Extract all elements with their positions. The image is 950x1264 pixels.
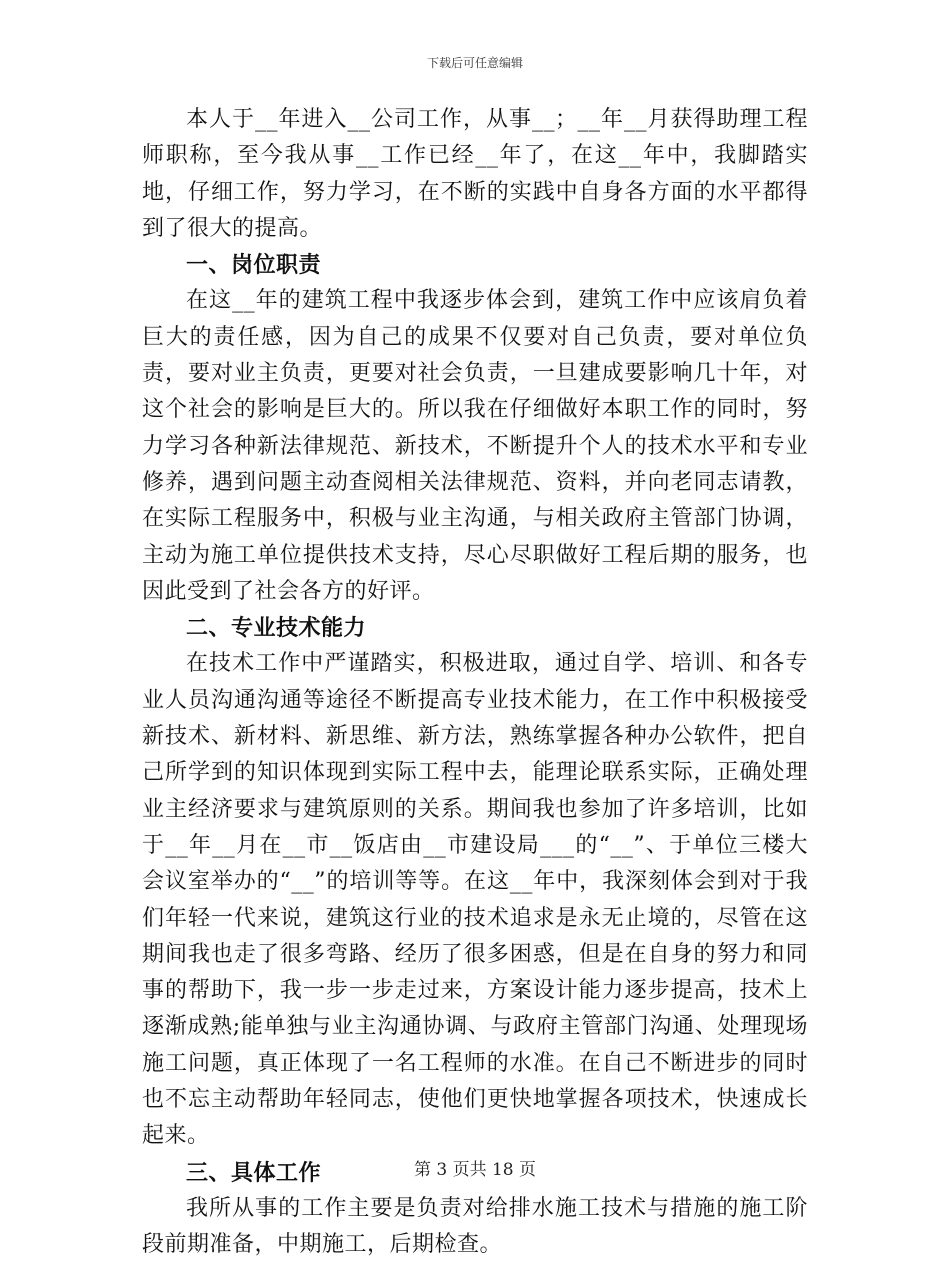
section-paragraph-technical-ability: 在技术工作中严谨踏实，积极进取，通过自学、培训、和各专业人员沟通沟通等途径不断提高专业技术能力，在工作中积极接受新技术、新材料、新思维、新方法，熟练掌握各种办公软件，把自己所学到的知识体现到实际工程中去，能理论联系实际，正确处理业主经济要求与建筑原则的关系。期间我也参加了许多培训，比如于__年__月在__市__饭店由__市建设局___的“__”、于单位三楼大会议室举办的“__”的培训等等。在这__年中，我深刻体会到对于我们年轻一代来说，建筑这行业的技术追求是永无止境的，尽管在这期间我也走了很多弯路、经历了很多困惑，但是在自身的努力和同事的帮助下，我一步一步走过来，方案设计能力逐步提高，技术上逐渐成熟;能单独与业主沟通协调、与政府主管部门沟通、处理现场施工问题，真正体现了一名工程师的水准。在自己不断进步的同时也不忘主动帮助年轻同志，使他们更快地掌握各项技术，快速成长起来。 — [142, 651, 808, 1149]
page-number: 第 3 页共 18 页 — [413, 1160, 537, 1180]
intro-paragraph: 本人于__年进入__公司工作，从事__；__年__月获得助理工程师职称，至今我从事__工作已经__年了，在这__年中，我脚踏实地，仔细工作，努力学习，在不断的实践中自身各方面的水平都得到了很大的提高。 — [142, 107, 808, 241]
section-heading-duties: 一、岗位职责 — [186, 252, 322, 279]
document-body — [142, 102, 808, 1264]
section-paragraph-specific-work: 我所从事的工作主要是负责对给排水施工技术与措施的施工阶段前期准备，中期施工，后期检查。 — [142, 1195, 808, 1258]
section-heading-technical-ability: 二、专业技术能力 — [186, 615, 367, 642]
section-heading-specific-work: 三、具体工作 — [186, 1159, 322, 1186]
page-header: 下载后可任意编辑 — [426, 56, 523, 70]
section-paragraph-duties: 在这__年的建筑工程中我逐步体会到，建筑工作中应该肩负着巨大的责任感，因为自己的成果不仅要对自己负责，要对单位负责，要对业主负责，更要对社会负责，一旦建成要影响几十年，对这个社会的影响是巨大的。所以我在仔细做好本职工作的同时，努力学习各种新法律规范、新技术，不断提升个人的技术水平和专业修养，遇到问题主动查阅相关法律规范、资料，并向老同志请教，在实际工程服务中，积极与业主沟通，与相关政府主管部门协调，主动为施工单位提供技术支持，尽心尽职做好工程后期的服务，也因此受到了社会各方的好评。 — [142, 288, 808, 604]
